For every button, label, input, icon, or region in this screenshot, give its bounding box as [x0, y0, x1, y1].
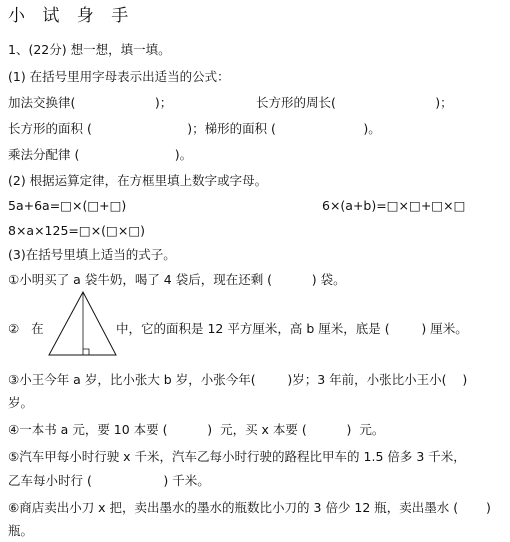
item-3-age-line2: 岁。: [8, 395, 34, 410]
expression-5a-6a: 5a+6a=□×(□+□): [8, 198, 127, 213]
area-formulas-line: 长方形的面积 ( )；梯形的面积 ( )。: [8, 121, 381, 136]
question-1-header: 1、(22分) 想一想，填一填。: [8, 42, 171, 57]
part-3-heading: (3)在括号里填上适当的式子。: [8, 247, 176, 262]
item-5-cars-line1: ⑤汽车甲每小时行驶 x 千米，汽车乙每小时行驶的路程比甲车的 1.5 倍多 3 千米，: [8, 449, 466, 464]
triangle-figure: [48, 291, 118, 357]
part-1-heading: (1) 在括号里用字母表示出适当的公式：: [8, 69, 230, 84]
distributive-law-line: 乘法分配律 ( )。: [8, 147, 193, 162]
item-6-shop-line2: 瓶。: [8, 523, 34, 538]
expression-8-a-125: 8×a×125=□×(□×□): [8, 223, 146, 238]
expression-6-a-b: 6×(a+b)=□×□+□×□: [322, 198, 466, 213]
item-6-shop-line1: ⑥商店卖出小刀 x 把，卖出墨水的墨水的瓶数比小刀的 3 倍少 12 瓶，卖出墨水 ( ): [8, 500, 491, 515]
commutative-law-line: 加法交换律( )；: [8, 95, 173, 110]
item-3-age-line1: ③小王今年 a 岁，比小张大 b 岁，小张今年( )岁；3 年前，小张比小王小( ): [8, 372, 468, 387]
item-1-milk: ①小明买了 a 袋牛奶，喝了 4 袋后，现在还剩 ( ) 袋。: [8, 272, 346, 287]
item-2-triangle: 中，它的面积是 12 平方厘米，高 b 厘米，底是 ( ) 厘米。: [116, 321, 468, 336]
part-2-heading: (2) 根据运算定律，在方框里填上数字或字母。: [8, 173, 268, 188]
item-4-books: ④一本书 a 元，要 10 本要 ( ) 元，买 x 本要 ( ) 元。: [8, 422, 385, 437]
rectangle-perimeter-line: 长方形的周长( )；: [256, 95, 453, 110]
page-title: 小 试 身 手: [8, 6, 135, 26]
item-5-cars-line2: 乙车每小时行 ( ) 千米。: [8, 473, 210, 488]
item-2-lead: ② 在: [8, 321, 44, 336]
